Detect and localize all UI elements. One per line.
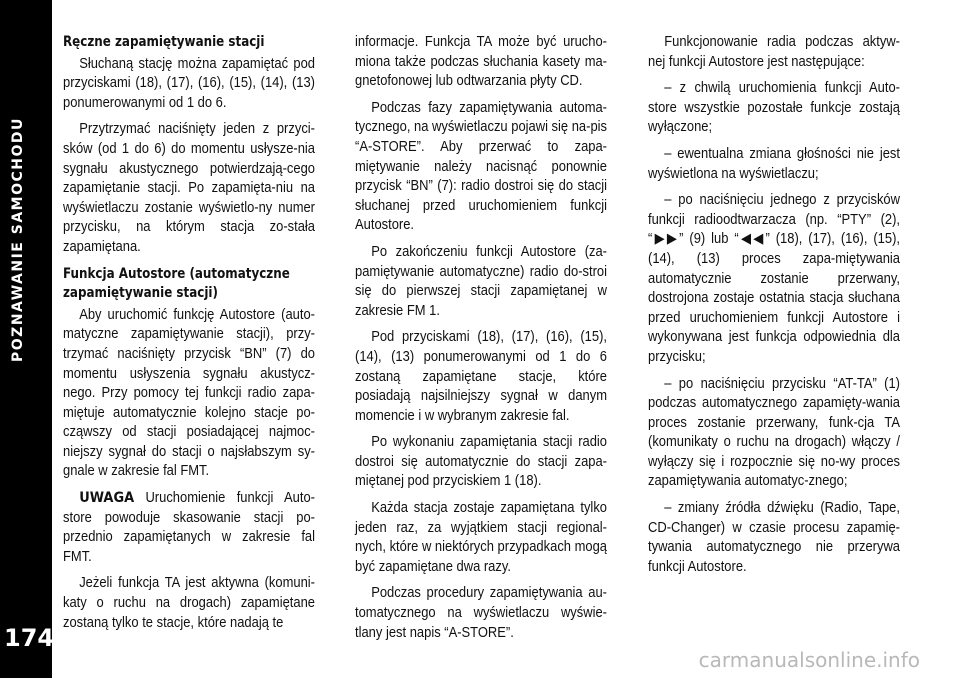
paragraph: – po naciśnięciu przycisku “AT-TA” (1) podczas automatycznego zapamięty-wania proces zostanie przerwany, funk-cja TA (komunikaty o ruchu na drogach) włączy / wyłączy się i rozpocznie się no-wy proces zapamiętywania automatyc-znego; (648, 375, 900, 490)
paragraph: – ewentualna zmiana głośności nie jest wyświetlona na wyświetlaczu; (648, 145, 900, 182)
paragraph: Każda stacja zostaje zapamiętana tylko jeden raz, za wyjątkiem stacji regional-nych, które w niektórych przypadkach mogą być zapamiętane dwa razy. (355, 500, 607, 575)
column-1 (63, 33, 315, 640)
paragraph: – z chwilą uruchomienia funkcji Auto-store wszystkie pozostałe funkcje zostają wyłączone; (648, 80, 900, 136)
paragraph: – zmiany źródła dźwięku (Radio, Tape, CD-Changer) w czasie procesu zapamię-tywania automatycznego nie przerywa funkcji Autostore. (648, 500, 900, 575)
paragraph: Podczas fazy zapamiętywania automa-tycznego, na wyświetlaczu pojawi się na-pis “A-STORE”. Aby przerwać to zapa-miętywanie należy nacisnąć ponownie przycisk “BN” (7): radio dostroi się do stacji słuchanej przed uruchomieniem funkcji Autostore. (355, 99, 607, 234)
column-2 (355, 33, 607, 650)
section-title: POZNAWANIE SAMOCHODU (10, 117, 26, 363)
warning-text: Uruchomienie funkcji Auto-store powoduje skasowanie stacji po-przednio zapamiętanych w zakresie fal FMT. (63, 490, 315, 565)
column-3 (648, 33, 900, 584)
warning-paragraph (63, 489, 315, 567)
paragraph: – po naciśnięciu jednego z przycisków funkcji radioodtwarzacza (np. “PTY” (2), “▶▶” (9) lub “◀◀” (18), (17), (16), (15), (14), (13) proces zapa-miętywania automatycznie zostanie przerwany, dostrojona zostaje ostatnia stacja słuchana przed uruchomieniem funkcji Autostore i wykonywana jest funkcja odpowiednia dla przycisku; (648, 192, 900, 365)
watermark: carmanualsonline.info (698, 648, 920, 672)
paragraph: Po zakończeniu funkcji Autostore (za-pamiętywanie automatyczne) radio do-stroi się do pierwszej stacji zapamiętanej w zakresie FM 1. (355, 243, 607, 319)
heading-autostore: Funkcja Autostore (automatyczne zapamiętywanie stacji) (63, 265, 290, 302)
paragraph: Słuchaną stację można zapamiętać pod przyciskami (18), (17), (16), (15), (14), (13) ponumerowanymi od 1 do 6. (63, 55, 315, 111)
paragraph: informacje. Funkcja TA może być urucho-miona także podczas słuchania kasety ma-gnetofonowej lub odtwarzania płyty CD. (355, 34, 607, 90)
paragraph: Aby uruchomić funkcję Autostore (auto-matyczne zapamiętywanie stacji), przy-trzymać naciśnięty przycisk “BN” (7) do momentu usłyszenia sygnału akustycz-nego. Przy pomocy tej funkcji radio zapa-miętuje automatycznie kolejno stacje po-cząwszy od stacji posiadającej najmoc-niejszy sygnał do stacji o najsłabszym sy-gnale w zakresie fal FMT. (63, 306, 315, 480)
warning-label: UWAGA (79, 490, 135, 507)
page-number: 174 (4, 624, 55, 652)
paragraph: Przytrzymać naciśnięty jeden z przyci-sków (od 1 do 6) do momentu usłysze-nia sygnału akustycznego potwierdzają-cego zapamiętanie stacji. Po zapamięta-niu na wyświetlaczu zostanie wyświetlo-ny numer przycisku, na którym stacja zo-stała zapamiętana. (63, 121, 315, 255)
sidebar (0, 0, 55, 678)
paragraph: Po wykonaniu zapamiętania stacji radio dostroi się automatycznie do stacji zapa-miętanej pod przyciskiem 1 (18). (355, 434, 607, 490)
paragraph: Jeżeli funkcja TA jest aktywna (komuni-katy o ruchu na drogach) zapamiętane zostaną tylko te stacje, które nadają te (63, 575, 315, 631)
paragraph: Podczas procedury zapamiętywania au-tomatycznego na wyświetlaczu wyświe-tlany jest napis “A-STORE”. (355, 585, 607, 641)
heading-manual-storage: Ręczne zapamiętywanie stacji (63, 34, 265, 50)
paragraph: Pod przyciskami (18), (17), (16), (15), (14), (13) ponumerowanymi od 1 do 6 zostaną zapamiętane stacje, które posiadają najsilniejszy sygnał w danym momencie i w wybranym zakresie fal. (355, 329, 607, 424)
paragraph: Funkcjonowanie radia podczas aktyw-nej funkcji Autostore jest następujące: (648, 34, 900, 70)
